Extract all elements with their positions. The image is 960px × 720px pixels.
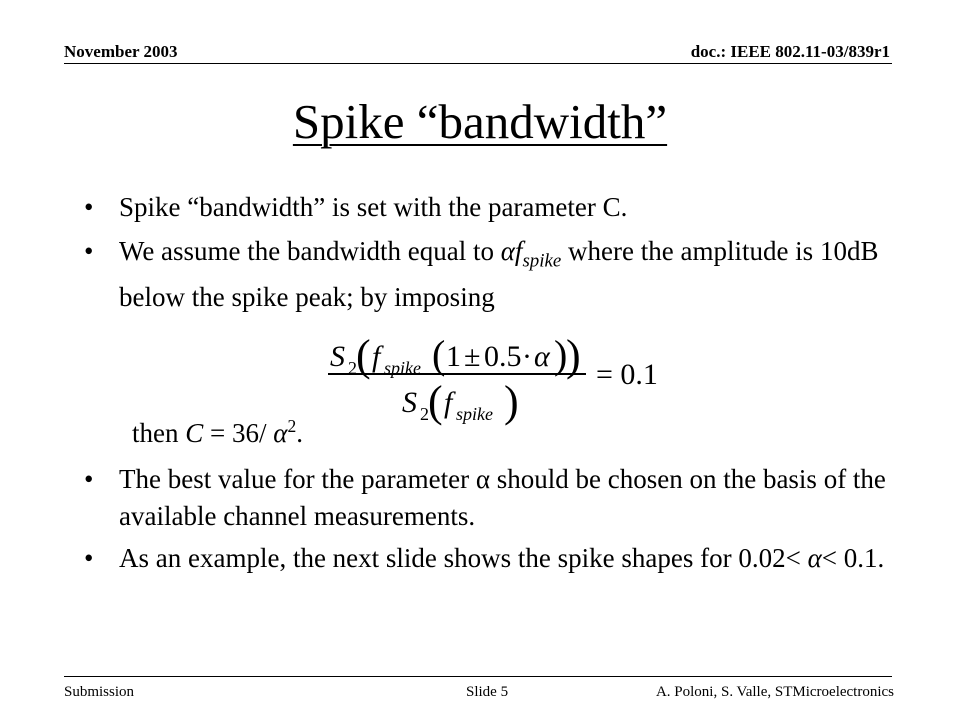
footer-slide-number: Slide 5 <box>466 684 509 700</box>
bullet-4-post: < 0.1. <box>821 543 885 573</box>
numerator-inner-close-paren: ) <box>554 332 568 377</box>
denominator-s: S <box>402 386 417 419</box>
spike-bandwidth-formula <box>320 320 720 430</box>
c-symbol: C <box>185 418 204 448</box>
numerator-spike-subscript: spike <box>384 358 421 378</box>
bullet-marker-2: • <box>84 236 94 266</box>
plus-minus-symbol: ± <box>464 340 481 373</box>
denominator-close-paren: ) <box>504 377 519 426</box>
bullet-marker-4: • <box>84 543 94 573</box>
bullet-2-post: where the amplitude is 10dB below the spike peak; by imposing <box>119 236 879 313</box>
numerator-f: f <box>372 340 381 373</box>
multiply-dot: · <box>522 340 532 373</box>
bullet-2-pre: We assume the bandwidth equal to <box>119 236 501 266</box>
alpha-symbol: α <box>500 236 515 266</box>
bullet-marker-1: • <box>84 192 94 222</box>
numerator-s: S <box>330 340 345 373</box>
alpha-symbol: α <box>273 418 288 448</box>
bullet-text-1: Spike “bandwidth” is set with the parameter C. <box>119 192 628 222</box>
then-pre: then <box>132 418 186 448</box>
then-dot: . <box>296 418 303 448</box>
numerator-close-paren: ) <box>566 331 581 380</box>
denominator-s-subscript: 2 <box>420 404 429 424</box>
numerator-inner-open-paren: ( <box>432 332 446 377</box>
bullet-text-4 <box>119 540 889 577</box>
numerator-half: 0.5 <box>484 340 522 373</box>
bullet-3-pre: The best value for the parameter <box>119 464 476 494</box>
denominator-open-paren: ( <box>428 377 443 426</box>
numerator-alpha: α <box>534 340 550 373</box>
footer-authors: A. Poloni, S. Valle, STMicroelectronics <box>655 684 894 700</box>
bullet-3-post: should be chosen on the basis of the available channel measurements. <box>119 464 886 531</box>
numerator-one: 1 <box>446 340 461 373</box>
alpha-symbol: α <box>807 543 822 573</box>
bullet-text-3 <box>119 461 889 535</box>
exponent: 2 <box>287 416 297 436</box>
bullet-4-pre: As an example, the next slide shows the spike shapes for 0.02< <box>119 543 808 573</box>
numerator-open-paren: ( <box>356 331 371 380</box>
slide-title-text: Spike “bandwidth” <box>292 94 668 149</box>
denominator-f: f <box>444 386 453 419</box>
numerator-s-subscript: 2 <box>348 358 357 378</box>
spike-subscript: spike <box>522 250 562 272</box>
slide-title <box>0 92 960 152</box>
f-symbol: f <box>514 236 523 266</box>
then-line <box>132 408 303 452</box>
footer-divider <box>64 676 892 677</box>
footer-submission: Submission <box>64 684 135 700</box>
header-divider <box>64 63 892 64</box>
denominator-spike-subscript: spike <box>456 404 493 424</box>
header-doc-id: doc.: IEEE 802.11-03/839r1 <box>690 42 890 61</box>
bullet-marker-3: • <box>84 464 94 494</box>
header-date: November 2003 <box>64 42 178 61</box>
bullet-text-2 <box>119 233 889 316</box>
then-eq: = 36/ <box>203 418 274 448</box>
alpha-symbol: α <box>475 464 490 494</box>
formula-rhs: = 0.1 <box>596 358 658 391</box>
